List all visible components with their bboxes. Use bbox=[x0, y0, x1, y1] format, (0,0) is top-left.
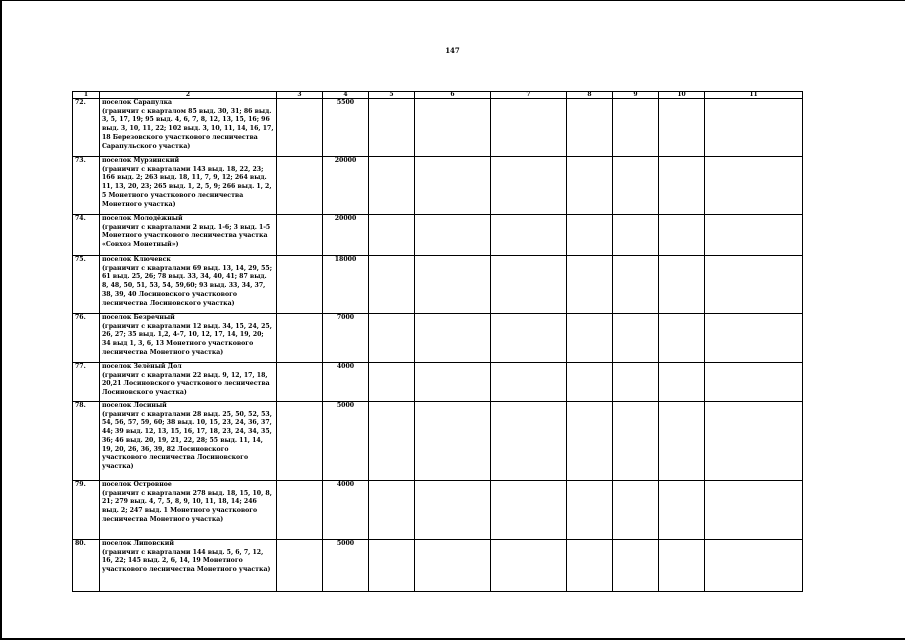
column-header: 9 bbox=[613, 92, 659, 99]
table-row bbox=[73, 215, 803, 256]
column-header: 7 bbox=[491, 92, 567, 99]
settlement-boundary: (граничит с кварталами 12 выд. 34, 15, 24, 25, 26, 27; 35 выд. 1,2, 4-7, 10, 12, 17, 14, 19, 20; 34 выд 1, 3, 6, 13 Монетного участкового лесничества Монетного участка) bbox=[102, 322, 272, 356]
empty-cell bbox=[415, 363, 491, 402]
empty-cell bbox=[415, 215, 491, 256]
empty-cell bbox=[415, 99, 491, 157]
page-number: 147 bbox=[445, 46, 460, 55]
empty-cell bbox=[567, 99, 613, 157]
column-header: 6 bbox=[415, 92, 491, 99]
empty-cell bbox=[369, 314, 415, 363]
empty-cell bbox=[705, 363, 803, 402]
table-row bbox=[73, 402, 803, 481]
empty-cell bbox=[705, 256, 803, 314]
row-number: 72. bbox=[73, 99, 100, 157]
empty-cell bbox=[369, 363, 415, 402]
empty-cell bbox=[567, 481, 613, 540]
settlement-name: поселок Молодёжный bbox=[102, 215, 183, 222]
area-value: 20000 bbox=[323, 215, 369, 256]
settlement-boundary: (граничит с кварталами 144 выд. 5, 6, 7, 12, 16, 22; 145 выд. 2, 6, 14, 19 Монетного участкового лесничества Монетного участка) bbox=[102, 548, 271, 574]
area-value: 18000 bbox=[323, 256, 369, 314]
column-header: 3 bbox=[277, 92, 323, 99]
empty-cell bbox=[705, 215, 803, 256]
empty-cell bbox=[613, 99, 659, 157]
settlement-cell bbox=[100, 157, 277, 215]
settlement-name: поселок Ключевск bbox=[102, 256, 171, 263]
settlement-boundary: (граничит с кварталами 28 выд. 25, 50, 52, 53, 54, 56, 57, 59, 60; 38 выд. 10, 15, 23, 24, 36, 37, 44; 39 выд. 12, 13, 15, 16, 17, 18, 23, 24, 34, 35, 36; 46 выд. 20, 19, 21, 22, 28; 55 выд. 11, 14, 19, 20, 26, 36, 39, 82 Лосиновского участкового лесничества Лосиновского участка) bbox=[102, 410, 272, 470]
row-number: 78. bbox=[73, 402, 100, 481]
column-header: 2 bbox=[100, 92, 277, 99]
table-row bbox=[73, 540, 803, 592]
settlement-cell bbox=[100, 481, 277, 540]
empty-cell bbox=[567, 363, 613, 402]
table-row bbox=[73, 256, 803, 314]
empty-cell bbox=[369, 215, 415, 256]
empty-cell bbox=[705, 157, 803, 215]
empty-cell bbox=[277, 540, 323, 592]
table-row bbox=[73, 363, 803, 402]
settlement-name: поселок Лосиный bbox=[102, 402, 167, 409]
empty-cell bbox=[705, 99, 803, 157]
empty-cell bbox=[369, 99, 415, 157]
settlement-cell bbox=[100, 314, 277, 363]
empty-cell bbox=[613, 314, 659, 363]
empty-cell bbox=[613, 363, 659, 402]
column-header: 10 bbox=[659, 92, 705, 99]
empty-cell bbox=[659, 99, 705, 157]
row-number: 80. bbox=[73, 540, 100, 592]
row-number: 76. bbox=[73, 314, 100, 363]
settlement-boundary: (граничит с кварталами 69 выд. 13, 14, 29, 55; 61 выд. 25, 26; 78 выд. 33, 34, 40, 41; 87 выд. 8, 48, 50, 51, 53, 54, 59,60; 93 выд. 33, 34, 37, 38, 39, 40 Лосиновского участкового лесничества Лосиновского участка) bbox=[102, 264, 272, 307]
row-number: 77. bbox=[73, 363, 100, 402]
empty-cell bbox=[567, 540, 613, 592]
area-value: 4000 bbox=[323, 363, 369, 402]
empty-cell bbox=[659, 481, 705, 540]
empty-cell bbox=[613, 540, 659, 592]
page-top-border bbox=[0, 0, 905, 1]
table-row bbox=[73, 314, 803, 363]
settlement-name: поселок Безречный bbox=[102, 314, 175, 321]
empty-cell bbox=[705, 481, 803, 540]
empty-cell bbox=[613, 481, 659, 540]
empty-cell bbox=[567, 402, 613, 481]
table-header-row bbox=[73, 92, 803, 99]
empty-cell bbox=[659, 314, 705, 363]
empty-cell bbox=[491, 215, 567, 256]
empty-cell bbox=[567, 215, 613, 256]
empty-cell bbox=[705, 314, 803, 363]
empty-cell bbox=[491, 314, 567, 363]
empty-cell bbox=[613, 157, 659, 215]
area-value: 5000 bbox=[323, 402, 369, 481]
settlement-boundary: (граничит с кварталами 278 выд. 18, 15, 10, 8, 21; 279 выд. 4, 7, 5, 8, 9, 10, 11, 18, 14; 246 выд. 2; 247 выд. 1 Монетного участкового лесничества Монетного участка) bbox=[102, 489, 272, 523]
table-row bbox=[73, 157, 803, 215]
row-number: 73. bbox=[73, 157, 100, 215]
column-header: 11 bbox=[705, 92, 803, 99]
table-row bbox=[73, 99, 803, 157]
area-value: 5000 bbox=[323, 540, 369, 592]
empty-cell bbox=[369, 402, 415, 481]
empty-cell bbox=[277, 256, 323, 314]
settlement-cell bbox=[100, 402, 277, 481]
row-number: 79. bbox=[73, 481, 100, 540]
settlement-name: поселок Мурзинский bbox=[102, 157, 180, 164]
empty-cell bbox=[277, 215, 323, 256]
empty-cell bbox=[659, 256, 705, 314]
empty-cell bbox=[491, 540, 567, 592]
settlement-boundary: (граничит с кварталами 2 выд. 1-6; 3 выд. 1-5 Монетного участкового лесничества участка «Совхоз Монетный») bbox=[102, 223, 271, 249]
area-value: 20000 bbox=[323, 157, 369, 215]
empty-cell bbox=[705, 540, 803, 592]
column-header: 5 bbox=[369, 92, 415, 99]
empty-cell bbox=[567, 314, 613, 363]
settlement-name: поселок Зелёный Дол bbox=[102, 363, 182, 370]
settlement-cell bbox=[100, 256, 277, 314]
empty-cell bbox=[705, 402, 803, 481]
settlement-cell bbox=[100, 215, 277, 256]
settlement-boundary: (граничит с кварталом 85 выд. 30, 31; 86 выд. 3, 5, 17, 19; 95 выд. 4, 6, 7, 8, 12, 13, 15, 16; 96 выд. 3, 10, 11, 22; 102 выд. 3, 10, 11, 14, 16, 17, 18 Березовского участкового лесничества Сарапульского участка) bbox=[102, 107, 274, 150]
row-number: 74. bbox=[73, 215, 100, 256]
empty-cell bbox=[659, 157, 705, 215]
row-number: 75. bbox=[73, 256, 100, 314]
empty-cell bbox=[491, 402, 567, 481]
empty-cell bbox=[491, 256, 567, 314]
empty-cell bbox=[369, 540, 415, 592]
empty-cell bbox=[277, 99, 323, 157]
empty-cell bbox=[659, 540, 705, 592]
column-header: 4 bbox=[323, 92, 369, 99]
area-value: 5500 bbox=[323, 99, 369, 157]
settlement-cell bbox=[100, 363, 277, 402]
empty-cell bbox=[613, 402, 659, 481]
settlements-table bbox=[72, 91, 803, 592]
empty-cell bbox=[659, 363, 705, 402]
area-value: 4000 bbox=[323, 481, 369, 540]
empty-cell bbox=[491, 481, 567, 540]
column-header: 1 bbox=[73, 92, 100, 99]
empty-cell bbox=[277, 402, 323, 481]
settlement-name: поселок Сарапулка bbox=[102, 99, 173, 106]
page-left-border bbox=[0, 0, 2, 640]
empty-cell bbox=[659, 402, 705, 481]
area-value: 7000 bbox=[323, 314, 369, 363]
settlement-cell bbox=[100, 540, 277, 592]
empty-cell bbox=[613, 256, 659, 314]
settlement-boundary: (граничит с кварталами 143 выд. 18, 22, 23; 166 выд. 2; 263 выд. 18, 11, 7, 9, 12; 264 выд. 11, 13, 20, 23; 265 выд. 1, 2, 5, 9; 266 выд. 1, 2, 5 Монетного участкового лесничества Монетного участка) bbox=[102, 165, 272, 208]
empty-cell bbox=[613, 215, 659, 256]
empty-cell bbox=[567, 157, 613, 215]
empty-cell bbox=[415, 157, 491, 215]
empty-cell bbox=[277, 314, 323, 363]
empty-cell bbox=[659, 215, 705, 256]
empty-cell bbox=[415, 481, 491, 540]
empty-cell bbox=[415, 256, 491, 314]
empty-cell bbox=[277, 157, 323, 215]
empty-cell bbox=[491, 157, 567, 215]
empty-cell bbox=[415, 540, 491, 592]
settlement-boundary: (граничит с кварталами 22 выд. 9, 12, 17, 18, 20,21 Лосиновского участкового лесничества Лосиновского участка) bbox=[102, 371, 270, 397]
empty-cell bbox=[369, 157, 415, 215]
table-row bbox=[73, 481, 803, 540]
empty-cell bbox=[491, 99, 567, 157]
column-header: 8 bbox=[567, 92, 613, 99]
empty-cell bbox=[277, 481, 323, 540]
settlement-name: поселок Липовский bbox=[102, 540, 174, 547]
settlement-cell bbox=[100, 99, 277, 157]
settlement-name: поселок Островное bbox=[102, 481, 172, 488]
empty-cell bbox=[277, 363, 323, 402]
empty-cell bbox=[369, 481, 415, 540]
empty-cell bbox=[491, 363, 567, 402]
empty-cell bbox=[369, 256, 415, 314]
empty-cell bbox=[567, 256, 613, 314]
empty-cell bbox=[415, 402, 491, 481]
empty-cell bbox=[415, 314, 491, 363]
